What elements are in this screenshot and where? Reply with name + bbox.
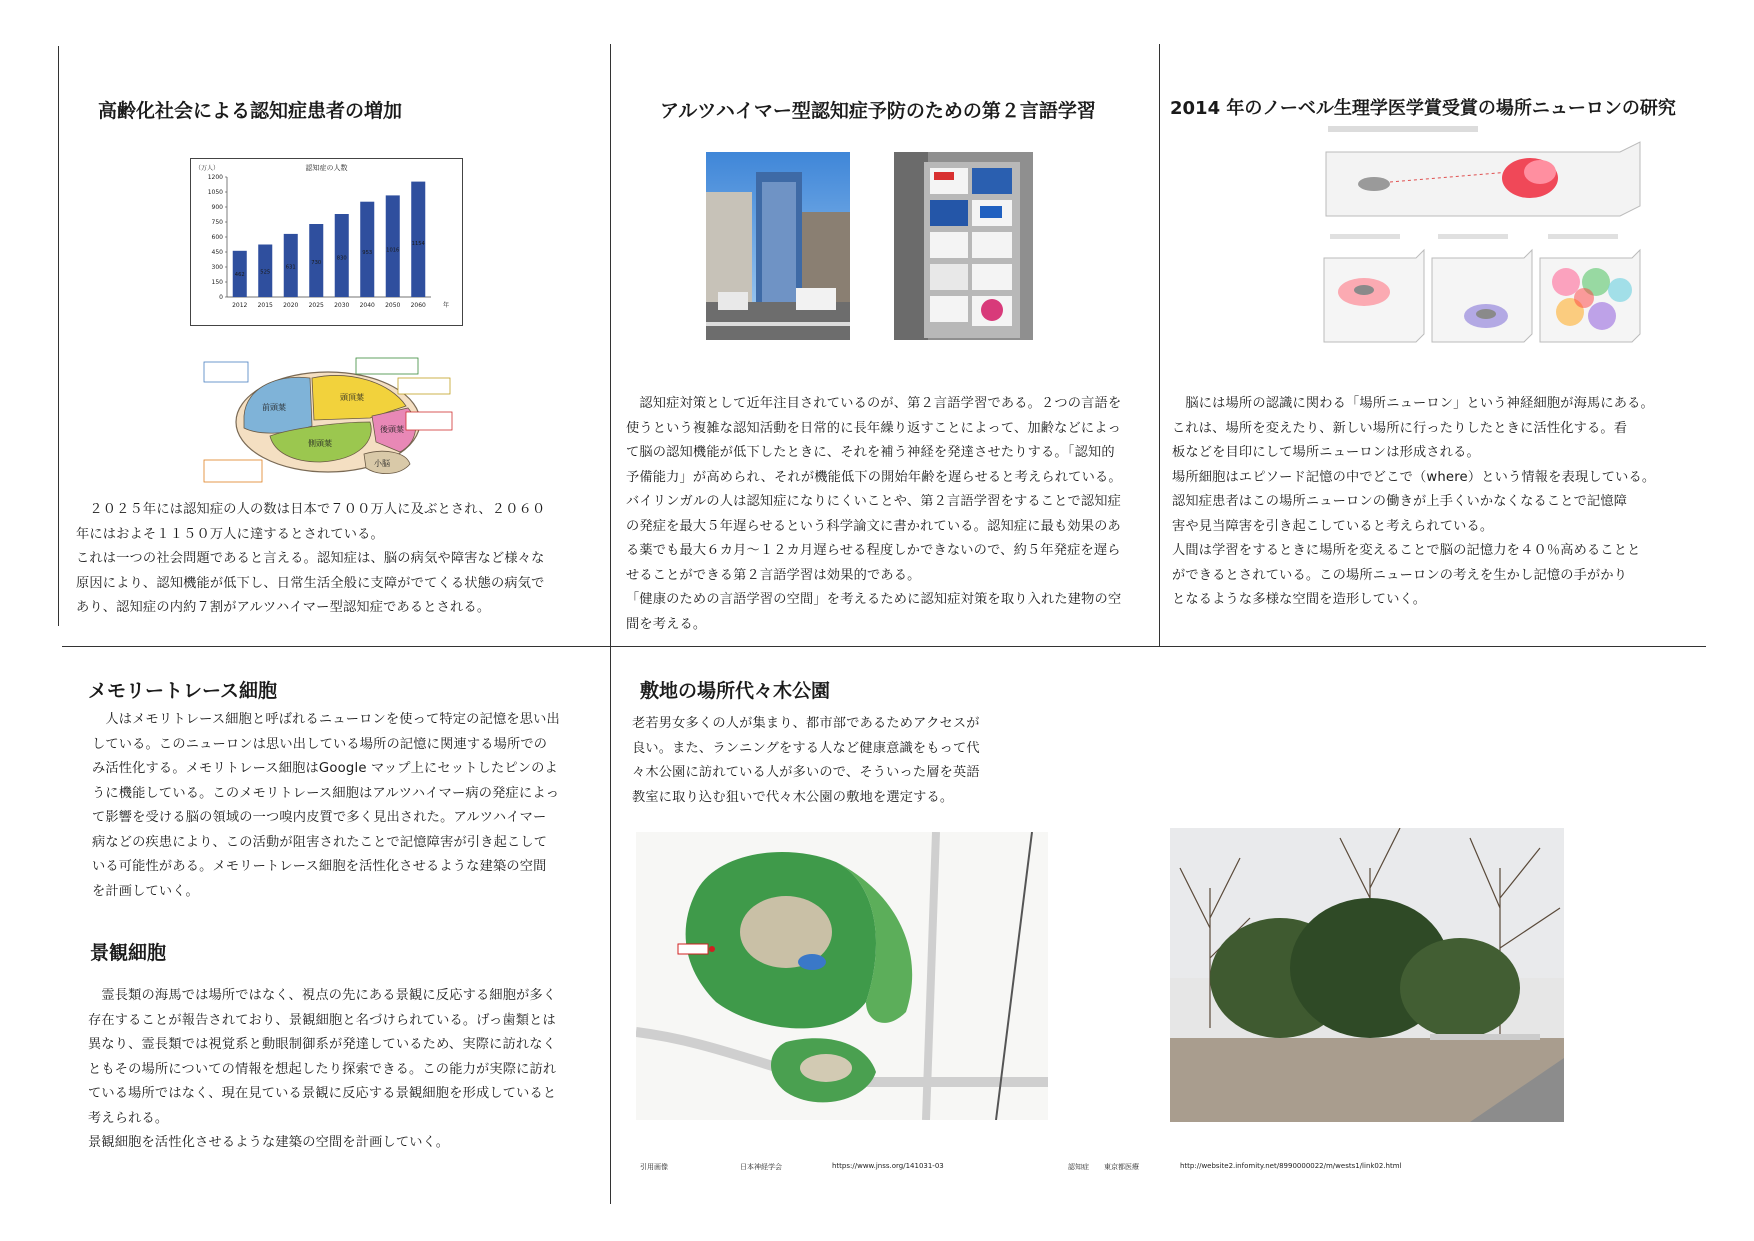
chart-ytick-label-7: 1050 — [207, 189, 223, 196]
reference-source-2: 東京都医療 — [1104, 1163, 1139, 1171]
activity-blob-1 — [1552, 268, 1580, 296]
park-stadium — [800, 1054, 852, 1082]
section-title-place-neuron: 2014 年のノーベル生理学医学賞受賞の場所ニューロンの研究 — [1170, 98, 1676, 119]
mouse-shape — [1358, 177, 1390, 191]
activity-blob-3 — [1608, 278, 1632, 302]
brain-label-frontal: 前頭葉 — [262, 403, 286, 412]
chart-xtick-label-2015: 2015 — [257, 302, 273, 309]
brain-callout-1 — [204, 362, 248, 382]
park-pond — [798, 954, 826, 970]
box-small-2 — [1432, 250, 1532, 342]
section-title-memory-trace: メモリートレース細胞 — [88, 680, 278, 702]
brain-label-temporal: 側頭葉 — [308, 439, 332, 448]
building-photo — [706, 152, 850, 340]
caption-bar-top — [1328, 126, 1478, 132]
column-divider-middle — [610, 44, 611, 1204]
chart-data-label-2050: 1016 — [386, 247, 400, 254]
brain-pink — [1524, 160, 1556, 184]
chart-xtick-label-2025: 2025 — [308, 302, 324, 309]
section-body-memory-trace: 人はメモリトレース細胞と呼ばれるニューロンを使って特定の記憶を思い出 している。このニューロンは思い出している場所の記憶に関連する場所での み活性化する。メモリトレース細胞はGoogle マップ上にセットしたピンのよ うに機能している。このメモリトレース細胞はアルツハイマー病の発症によっ て影響を受ける脳の領域の一つ嗅内皮質で多く見出された。アルツハイマー 病などの疾患により、この活動が阻害されたことで記憶障害が引き起こして いる可能性がある。メモリートレース細胞を活性化させるような建築の空間 を計画していく。 — [92, 712, 560, 899]
chart-ytick-label-0: 0 — [219, 294, 223, 301]
activity-blob-5 — [1588, 302, 1616, 330]
chart-data-label-2012: 462 — [234, 272, 245, 279]
brain-label-parietal: 頭頂葉 — [340, 393, 364, 402]
chart-ytick-label-3: 450 — [211, 249, 223, 256]
chart-xtick-label-2030: 2030 — [334, 302, 350, 309]
reference-url-1[interactable]: https://www.jnss.org/141031-03 — [832, 1162, 944, 1170]
section-body-second-language: 認知症対策として近年注目されているのが、第２言語学習である。２つの言語を 使うという複雑な認知活動を日常的に長年繰り返すことによって、加齢などによっ て脳の認知機能が低下したときに、それを補う神経を発達させたりする。「認知的 予備能力」が高められ、それが機能低下の開始年齢を遅らせると考えられている。 バイリンガルの人は認知症になりにくいことや、第２言語学習をすることで認知症 の発症を最大５年遅らせるという科学論文に書かれている。認知症に最も効果のあ る薬でも最大６カ月〜１２カ月遅らせる程度しかできないので、約５年発症を遅ら せることができる第２言語学習は効果的である。 「健康のための言語学習の空間」を考えるために認知症対策を取り入れた建物の空 間を考える。 — [626, 396, 1122, 632]
chart-ytick-label-5: 750 — [211, 219, 223, 226]
brain-label-cerebellum: 小脳 — [374, 459, 390, 468]
brain-callout-2 — [356, 358, 418, 374]
chart-xtick-label-2050: 2050 — [385, 302, 401, 309]
chart-data-label-2040: 953 — [362, 250, 373, 257]
chart-bar-2050 — [386, 195, 400, 297]
chart-ylabel: （万人） — [195, 165, 220, 172]
bench — [1430, 1034, 1540, 1040]
chart-x-unit: 年 — [443, 302, 450, 309]
chart-data-label-2020: 631 — [285, 264, 296, 271]
row-divider — [62, 646, 1706, 647]
chart-ytick-label-1: 150 — [211, 279, 223, 286]
chart-data-label-2025: 730 — [311, 260, 322, 267]
chart-ytick-label-4: 600 — [211, 234, 223, 241]
brain-callout-5 — [204, 460, 262, 482]
signboard-photo — [894, 152, 1033, 340]
activity-blob-6 — [1574, 288, 1594, 308]
section-body-yoyogi-park: 老若男女多くの人が集まり、都市部であるためアクセスが 良い。また、ランニングをする人など健康意識をもって代 々木公園に訪れている人が多いので、そういった層を英語 教室に取り込む狙いで代々木公園の敷地を選定する。 — [632, 716, 980, 805]
chart-title: 認知症の人数 — [305, 164, 348, 172]
brain-label-occipital: 後頭葉 — [380, 425, 404, 434]
column-divider-left — [58, 46, 59, 626]
chart-ytick-label-8: 1200 — [207, 174, 223, 181]
section-title-view-cell: 景観細胞 — [90, 942, 167, 964]
column-divider-right — [1159, 44, 1160, 646]
section-body-place-neuron: 脳には場所の認識に関わる「場所ニューロン」という神経細胞が海馬にある。 これは、場所を変えたり、新しい場所に行ったりしたときに活性化する。看 板などを目印にして場所ニューロンは形成される。 場所細胞はエピソード記憶の中でどこで（where）という情報を表現している。 認知症患者はこの場所ニューロンの働きが上手くいかなくなることで記憶障 害や見当障害を引き起こしていると考えられている。 人間は学習をするときに場所を変えることで脳の記憶力を４０％高めることと ができるとされている。この場所ニューロンの考えを生かし記憶の手がかり となるような多様な空間を造形していく。 — [1172, 396, 1656, 607]
site-dot — [709, 946, 715, 952]
caption-bar-2 — [1438, 234, 1508, 239]
chart-data-label-2030: 830 — [336, 255, 347, 262]
place-cell-diagram — [1320, 122, 1650, 348]
reference-label-2: 認知症 — [1068, 1163, 1089, 1171]
caption-bar-3 — [1548, 234, 1618, 239]
chart-data-label-2015: 525 — [260, 269, 271, 276]
dementia-chart — [190, 158, 463, 326]
chart-ytick-label-6: 900 — [211, 204, 223, 211]
reference-url-2[interactable]: http://website2.infomity.net/8990000022/m/wests1/link02.html — [1180, 1162, 1402, 1170]
chart-xtick-label-2012: 2012 — [232, 302, 248, 309]
section-title-yoyogi-park: 敷地の場所代々木公園 — [640, 680, 831, 702]
railway — [996, 832, 1032, 1120]
dementia-chart-svg — [191, 159, 462, 325]
yoyogi-park-map — [636, 832, 1048, 1120]
park-photo — [1170, 828, 1564, 1122]
chart-xtick-label-2040: 2040 — [359, 302, 375, 309]
tree-crown-3 — [1400, 938, 1520, 1038]
mouse-1 — [1354, 285, 1374, 295]
brain-callout-3 — [398, 378, 450, 394]
mouse-2 — [1476, 309, 1496, 319]
section-title-aging-society: 高齢化社会による認知症患者の増加 — [98, 100, 403, 122]
chart-xtick-label-2060: 2060 — [410, 302, 426, 309]
section-body-view-cell: 霊長類の海馬では場所ではなく、視点の先にある景観に反応する細胞が多く 存在することが報告されており、景観細胞と名づけられている。げっ歯類とは 異なり、霊長類では視覚系と動眼制御系が発達しているため、実際に訪れなく ともその場所についての情報を想起したり探索できる。この能力が実際に訪れ ている場所ではなく、現在見ている景観に反応する景観細胞を形成していると 考えられる。 景観細胞を活性化させるような建築の空間を計画していく。 — [88, 988, 557, 1150]
brain-callout-4 — [406, 412, 452, 430]
reference-source-1: 日本神経学会 — [740, 1163, 782, 1171]
reference-label-1: 引用画像 — [640, 1163, 668, 1171]
caption-bar-1 — [1330, 234, 1400, 239]
section-title-second-language: アルツハイマー型認知症予防のための第２言語学習 — [660, 100, 1096, 122]
chart-ytick-label-2: 300 — [211, 264, 223, 271]
road-vertical — [926, 832, 936, 1120]
brain-diagram — [200, 356, 454, 484]
chart-xtick-label-2020: 2020 — [283, 302, 299, 309]
section-body-aging-society: ２０２５年には認知症の人の数は日本で７００万人に及ぶとされ、２０６０ 年にはおよそ１１５０万人に達するとされている。 これは一つの社会問題であると言える。認知症は、脳の病気や障害など様々な 原因により、認知機能が低下し、日常生活全般に支障がでてくる状態の病気で あり、認知症の内約７割がアルツハイマー型認知症であるとされる。 — [76, 502, 546, 615]
site-marker — [678, 944, 708, 954]
chart-bar-2060 — [411, 182, 425, 297]
chart-data-label-2060: 1154 — [411, 241, 425, 248]
